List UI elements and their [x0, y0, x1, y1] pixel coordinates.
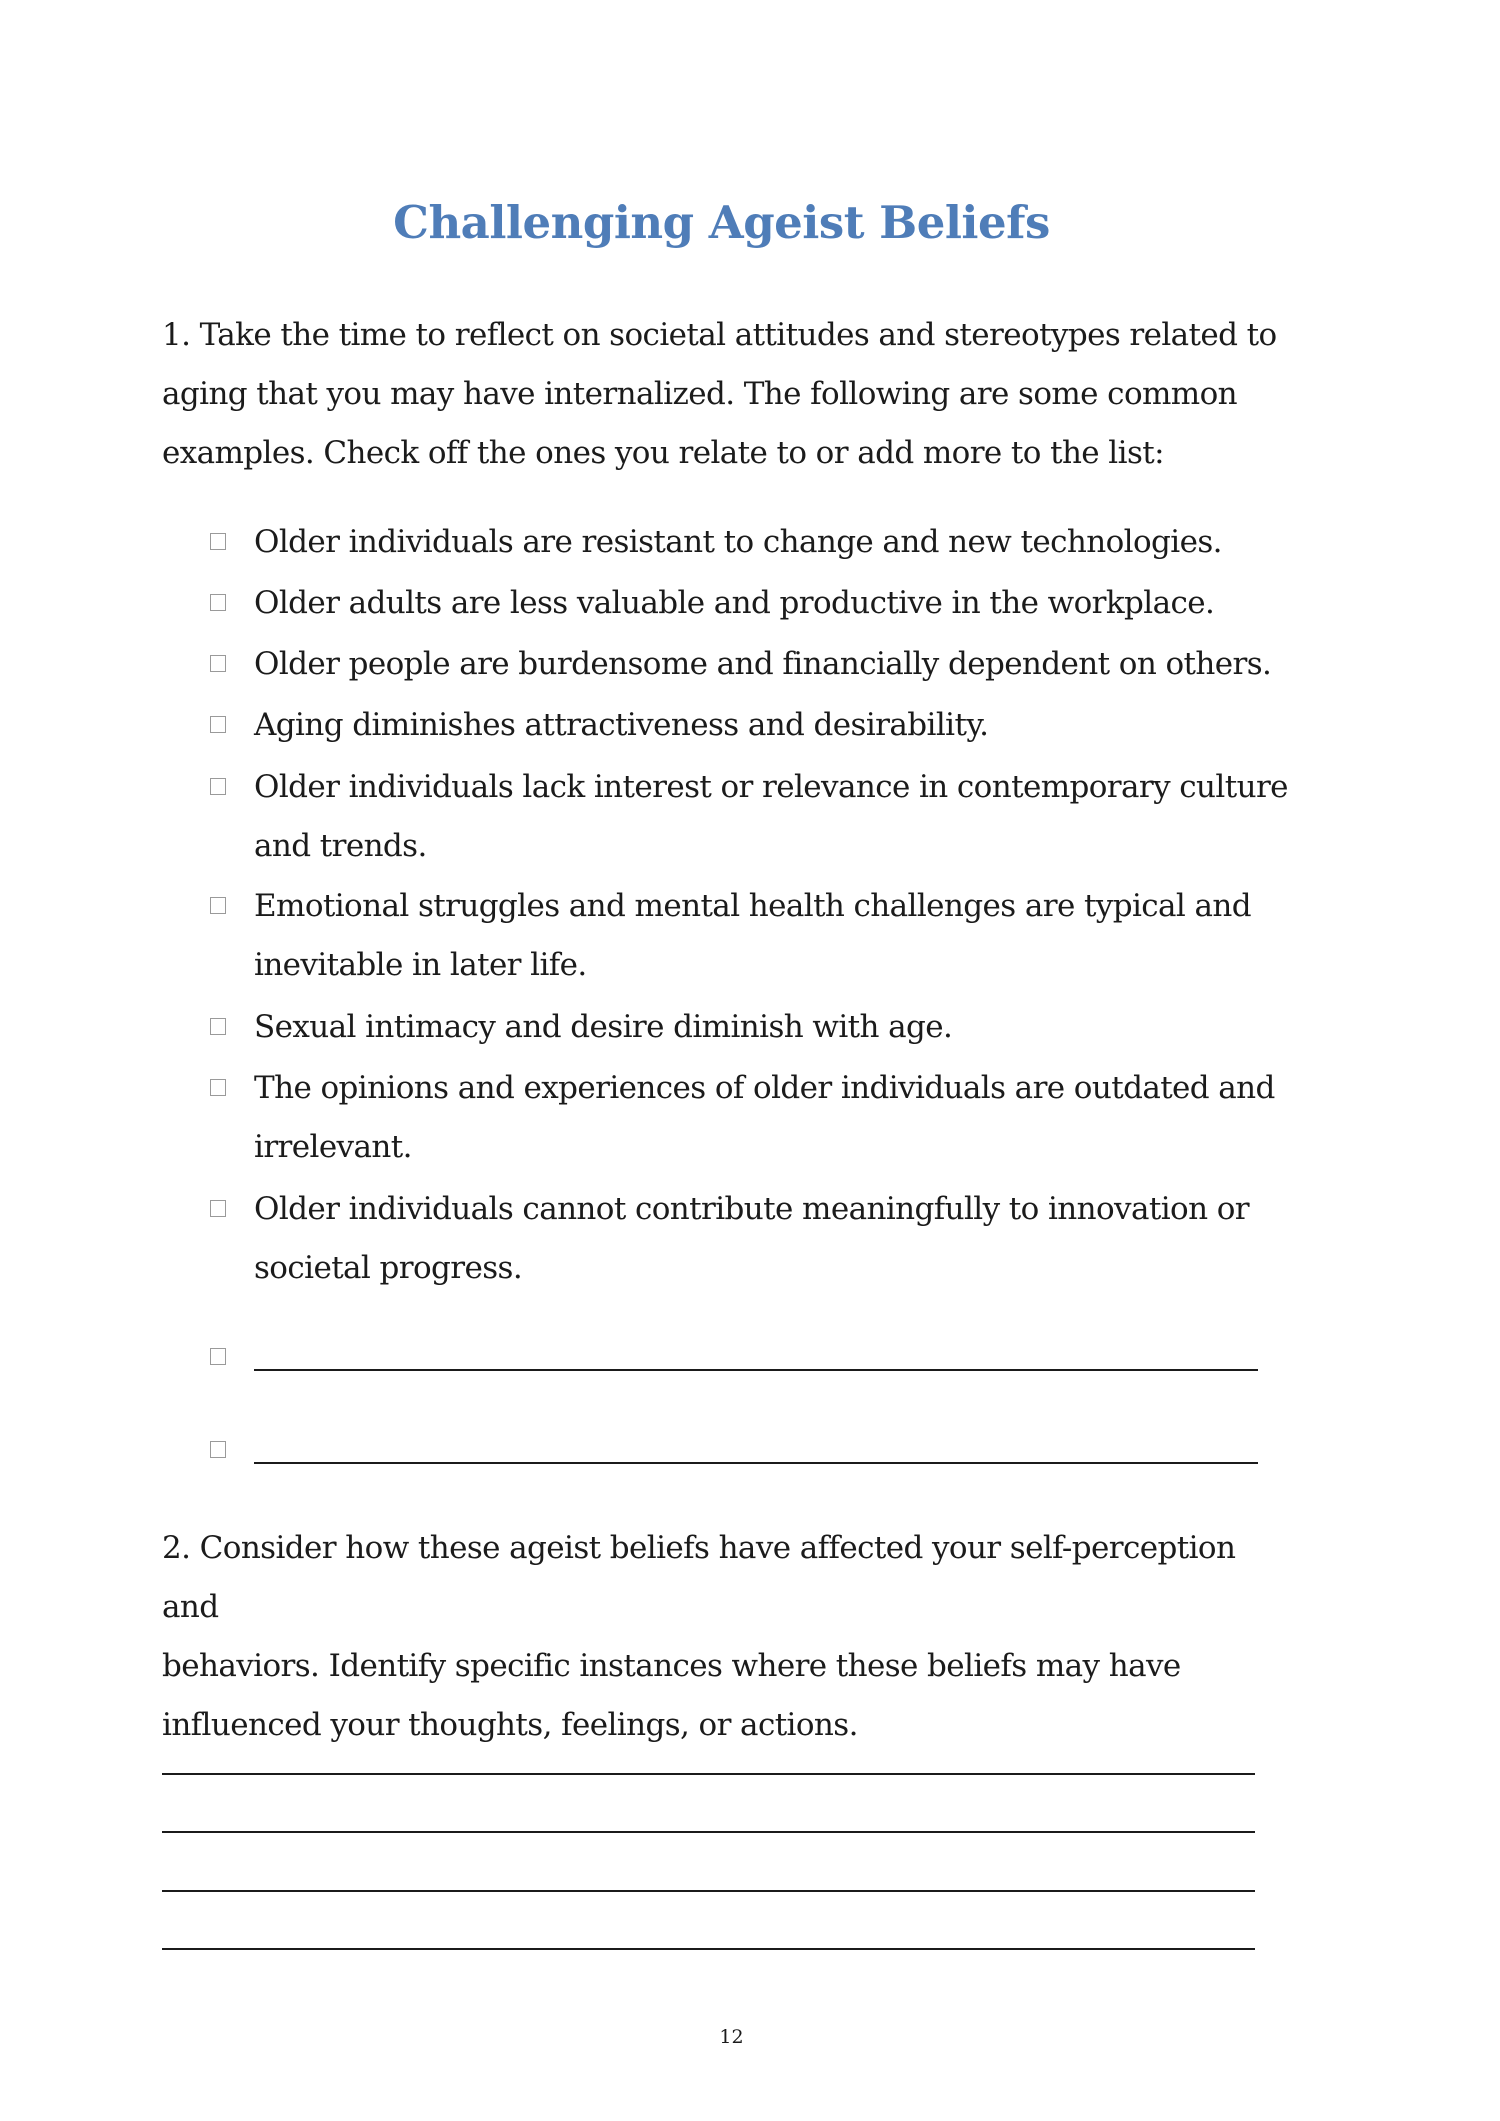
answer-line[interactable]	[162, 1890, 1255, 1892]
checkbox[interactable]	[210, 533, 226, 550]
checklist-item-text	[254, 574, 1320, 633]
page-number: 12	[719, 2026, 744, 2048]
question-1-line: aging that you may have internalized. The following are some common	[162, 376, 1238, 412]
checklist-item-text	[254, 513, 1320, 572]
checklist-item-text	[254, 758, 1320, 876]
checklist-item-text	[254, 998, 1320, 1057]
checklist-item-line: Sexual intimacy and desire diminish with age.	[254, 1009, 953, 1045]
checkbox[interactable]	[210, 1348, 226, 1365]
checkbox[interactable]	[210, 655, 226, 672]
checkbox[interactable]	[210, 897, 226, 914]
question-1-line: 1. Take the time to reflect on societal attitudes and stereotypes related to	[162, 317, 1277, 353]
question-2-line: 2. Consider how these ageist beliefs have affected your self-perception and	[162, 1530, 1236, 1625]
checklist-item-text	[254, 877, 1320, 995]
checklist-item-line: Older people are burdensome and financially dependent on others.	[254, 646, 1272, 682]
checkbox[interactable]	[210, 778, 226, 795]
checklist-item-line: Emotional struggles and mental health challenges are typical and	[254, 888, 1251, 924]
checklist-item-line: and trends.	[254, 828, 427, 864]
checklist-item-line: Older individuals cannot contribute meaningfully to innovation or	[254, 1191, 1249, 1227]
checklist-item-text	[254, 1180, 1320, 1298]
checklist-item-line: Older individuals lack interest or relevance in contemporary culture	[254, 769, 1288, 805]
checkbox[interactable]	[210, 1079, 226, 1096]
answer-line[interactable]	[162, 1948, 1255, 1950]
checklist-item-line: Older adults are less valuable and productive in the workplace.	[254, 585, 1215, 621]
write-in-line[interactable]	[254, 1462, 1258, 1464]
checklist-item-line: inevitable in later life.	[254, 947, 587, 983]
checklist-item-line: Aging diminishes attractiveness and desirability.	[254, 707, 989, 743]
checklist-item-text	[254, 635, 1320, 694]
checklist-item-line: societal progress.	[254, 1250, 523, 1286]
question-2	[162, 1519, 1292, 1755]
answer-line[interactable]	[162, 1831, 1255, 1833]
checkbox[interactable]	[210, 716, 226, 733]
question-2-line: influenced your thoughts, feelings, or actions.	[162, 1707, 858, 1743]
question-1	[162, 306, 1292, 483]
question-1-line: examples. Check off the ones you relate to or add more to the list:	[162, 435, 1164, 471]
checklist-item-line: The opinions and experiences of older individuals are outdated and	[254, 1070, 1275, 1106]
checkbox[interactable]	[210, 1018, 226, 1035]
answer-line[interactable]	[162, 1773, 1255, 1775]
checklist-item-text	[254, 696, 1320, 755]
checkbox[interactable]	[210, 1200, 226, 1217]
checklist-item-text	[254, 1059, 1320, 1177]
write-in-line[interactable]	[254, 1369, 1258, 1371]
checkbox[interactable]	[210, 594, 226, 611]
checklist-item-line: Older individuals are resistant to change and new technologies.	[254, 524, 1222, 560]
page-title: Challenging Ageist Beliefs	[393, 196, 1050, 249]
checklist-item-line: irrelevant.	[254, 1129, 412, 1165]
question-2-line: behaviors. Identify specific instances where these beliefs may have	[162, 1648, 1181, 1684]
checkbox[interactable]	[210, 1441, 226, 1458]
